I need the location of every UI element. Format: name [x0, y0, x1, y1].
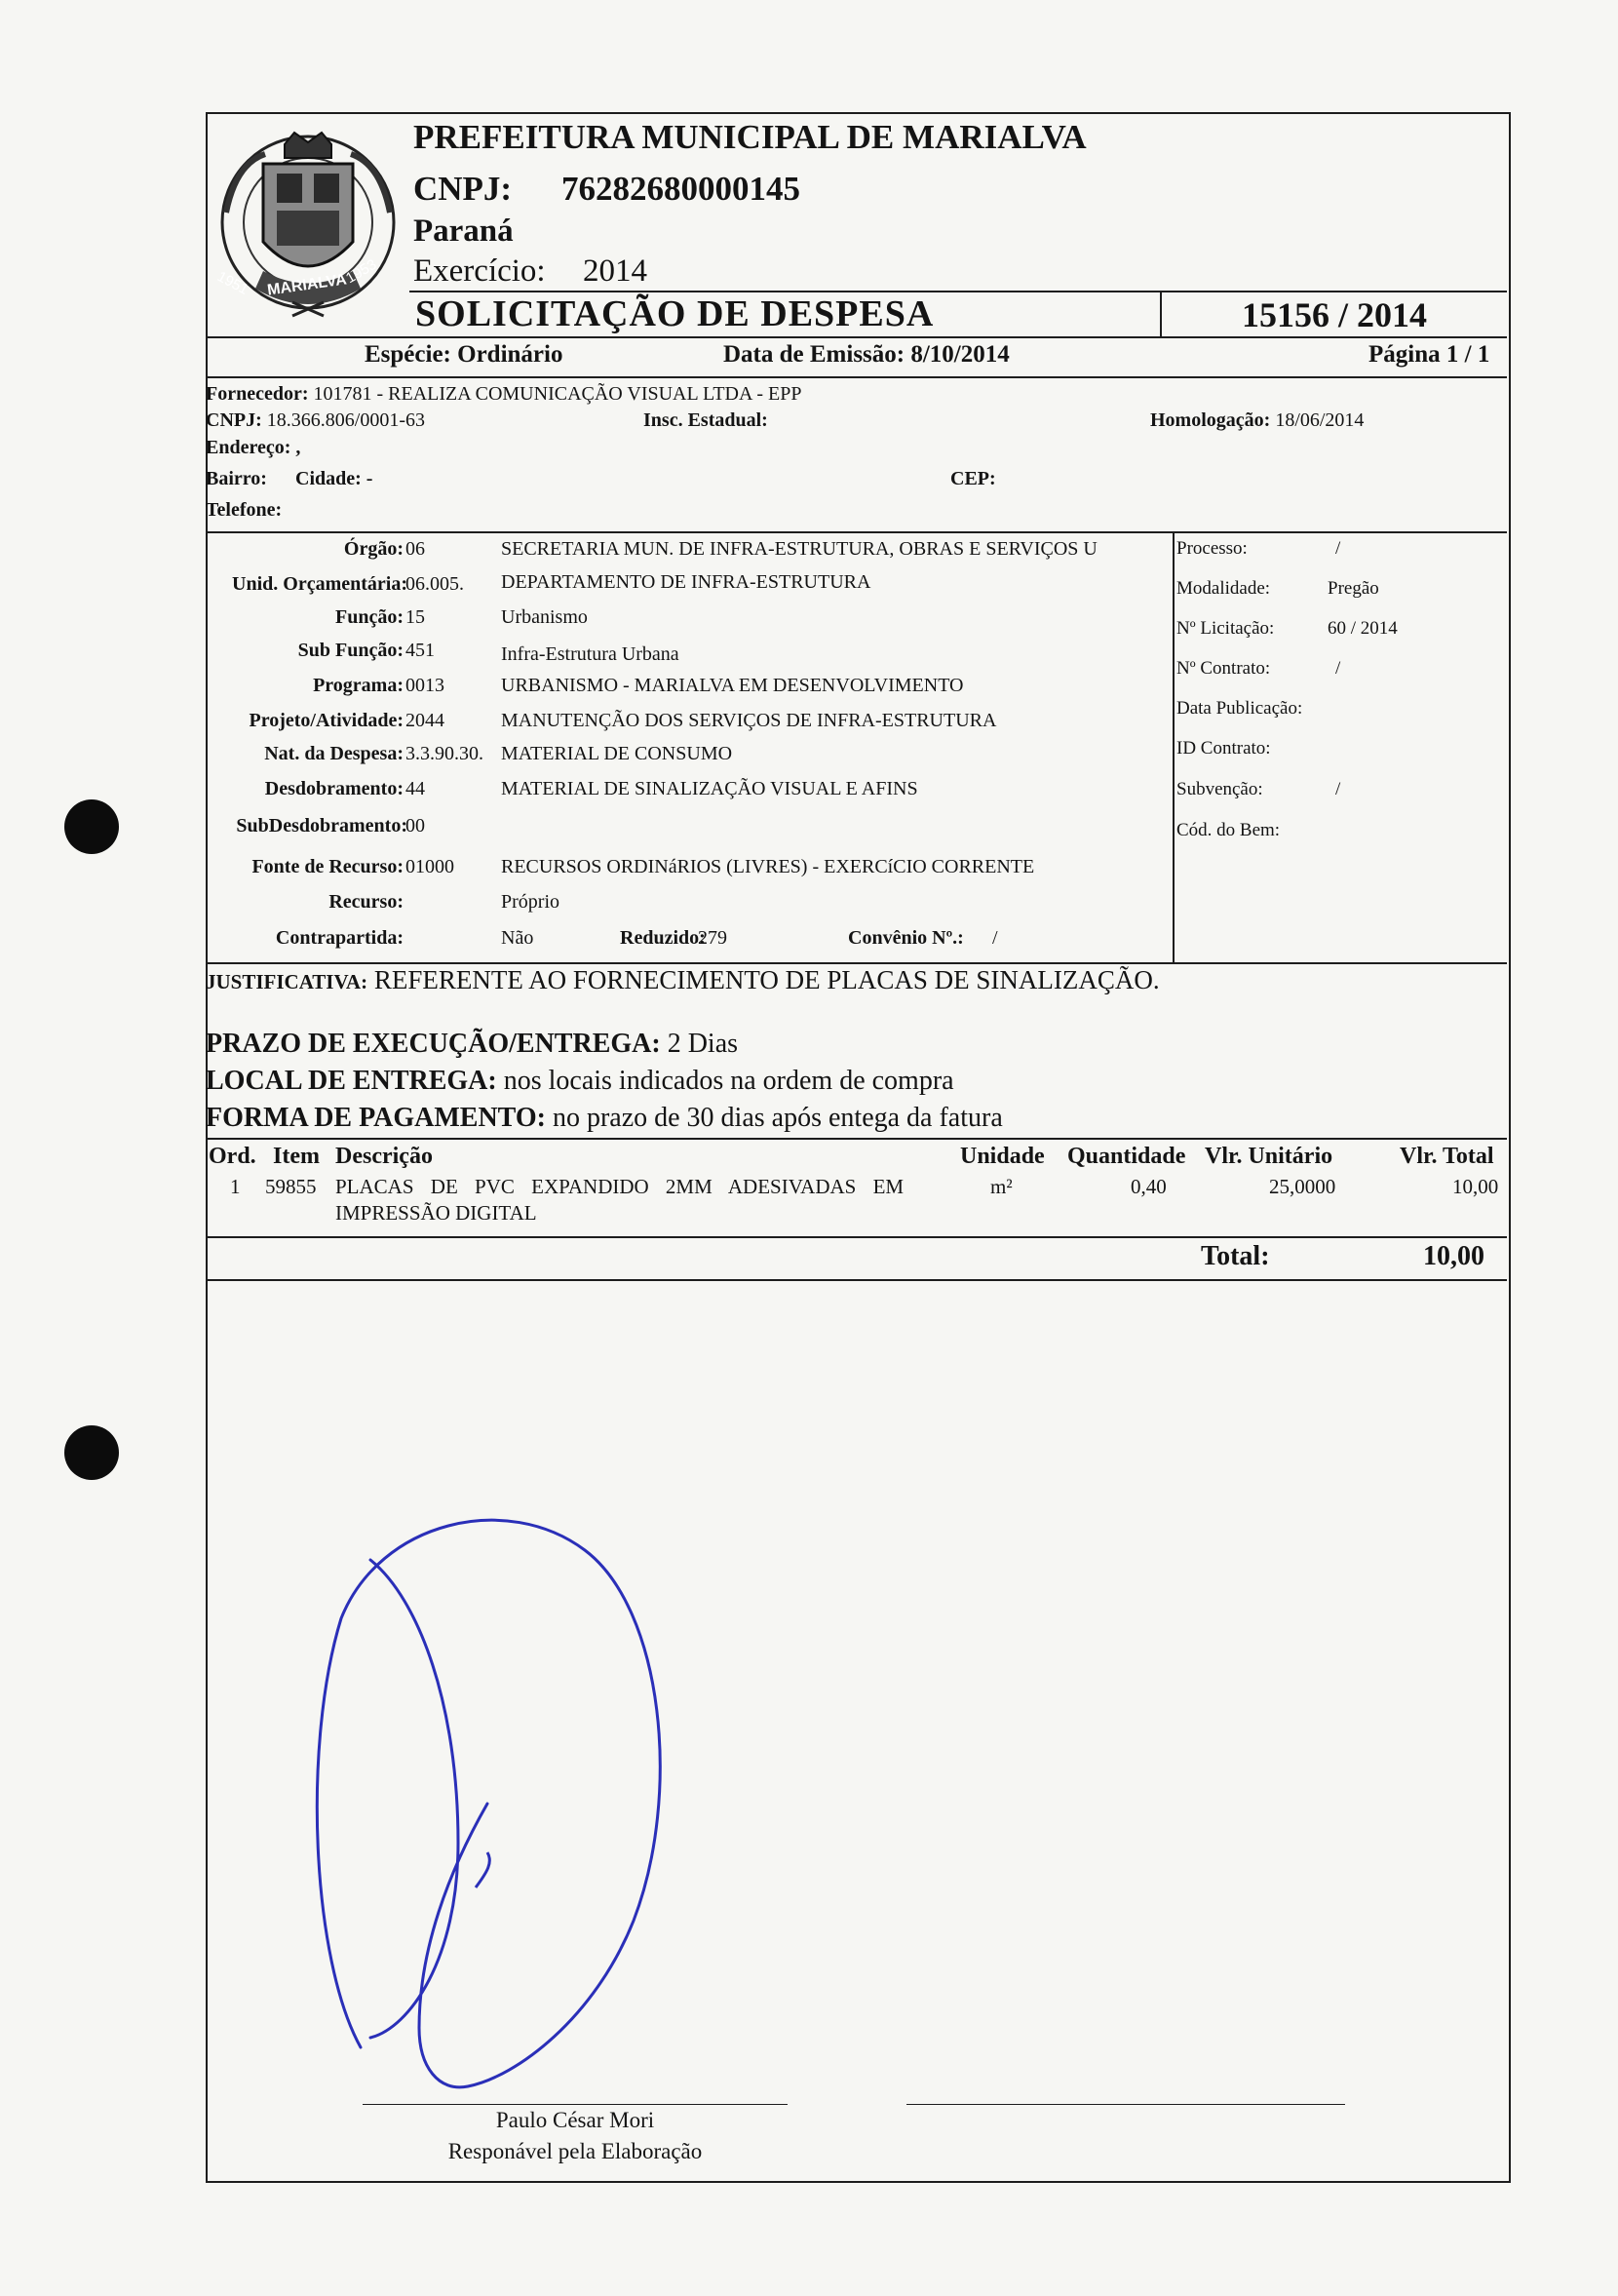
budget-code: 06.005. — [405, 573, 464, 595]
justificativa-label: JUSTIFICATIVA: — [206, 970, 368, 993]
header-bottom-divider — [206, 376, 1507, 378]
fornecedor-label: Fornecedor: — [206, 383, 309, 405]
budget-description: Próprio — [501, 891, 559, 913]
entity-name: PREFEITURA MUNICIPAL DE MARIALVA — [413, 118, 1087, 156]
exercicio-label: Exercício: — [413, 253, 546, 289]
total-label: Total: — [1201, 1241, 1270, 1271]
convenio-value: / — [992, 927, 998, 949]
item-desc-line2: IMPRESSÃO DIGITAL — [335, 1201, 537, 1225]
supplier-cnpj-value: 18.366.806/0001-63 — [266, 409, 425, 431]
budget-label: Recurso: — [328, 891, 404, 913]
process-label: Modalidade: — [1176, 578, 1271, 599]
budget-description: Não — [501, 927, 534, 949]
process-value: / — [1335, 658, 1341, 679]
document-number: 15156 / 2014 — [1242, 295, 1428, 334]
budget-label: Programa: — [313, 675, 404, 696]
item-total: 10,00 — [1452, 1175, 1499, 1198]
fornecedor-value: 101781 - REALIZA COMUNICAÇÃO VISUAL LTDA - EPP — [313, 383, 802, 405]
item-ord: 1 — [230, 1175, 241, 1198]
supplier-bottom-divider — [206, 531, 1507, 533]
title-number-divider — [1160, 291, 1162, 336]
budget-description: MANUTENÇÃO DOS SERVIÇOS DE INFRA-ESTRUTURA — [501, 710, 997, 731]
forma-label: FORMA DE PAGAMENTO: — [206, 1103, 546, 1133]
reduzido-label: Reduzido: — [620, 927, 706, 949]
insc-estadual-label: Insc. Estadual: — [643, 409, 768, 431]
entity-state: Paraná — [413, 214, 514, 249]
forma-value: no prazo de 30 dias após entega da fatura — [552, 1103, 1003, 1133]
budget-code: 01000 — [405, 856, 454, 877]
budget-label: Projeto/Atividade: — [249, 710, 404, 731]
total-bottom-divider — [206, 1279, 1507, 1281]
budget-description: DEPARTAMENTO DE INFRA-ESTRUTURA — [501, 571, 871, 593]
bairro-label: Bairro: — [206, 468, 267, 489]
telefone-label: Telefone: — [206, 499, 283, 521]
process-label: Subvenção: — [1176, 779, 1263, 799]
process-label: Nº Licitação: — [1176, 618, 1275, 639]
process-value: / — [1335, 538, 1341, 559]
seal-year-left: 1951 — [213, 268, 251, 298]
budget-process-divider — [1173, 531, 1175, 962]
reduzido-value: 279 — [698, 927, 727, 949]
process-label: Cód. do Bem: — [1176, 820, 1281, 840]
col-item-header: Item — [273, 1144, 320, 1169]
budget-label: SubDesdobramento: — [236, 815, 407, 837]
item-unidade: m² — [990, 1175, 1013, 1198]
terms-bottom-divider — [206, 1138, 1507, 1140]
pagina: Página 1 / 1 — [1368, 341, 1490, 368]
col-quantidade-header: Quantidade — [1067, 1144, 1186, 1169]
budget-label: Órgão: — [343, 538, 404, 560]
signature-line-right — [906, 2104, 1345, 2105]
process-label: Data Publicação: — [1176, 698, 1303, 719]
item-quantidade: 0,40 — [1131, 1175, 1167, 1198]
budget-label: Contrapartida: — [275, 927, 404, 949]
signatory-role: Responável pela Elaboração — [447, 2139, 703, 2163]
budget-bottom-divider — [206, 962, 1507, 964]
supplier-cnpj-label: CNPJ: — [206, 409, 262, 431]
col-descricao-header: Descrição — [335, 1144, 433, 1169]
signatory-name: Paulo César Mori — [495, 2108, 655, 2132]
convenio-label: Convênio Nº.: — [848, 927, 964, 949]
binder-hole-bottom — [64, 1425, 119, 1480]
entity-cnpj-label: CNPJ: — [413, 170, 513, 208]
justificativa — [206, 965, 1160, 995]
budget-code: 3.3.90.30. — [405, 743, 483, 764]
process-value: Pregão — [1328, 578, 1379, 599]
budget-label: Nat. da Despesa: — [264, 743, 404, 764]
homologacao-label: Homologação: — [1150, 409, 1271, 431]
process-value: 60 / 2014 — [1328, 618, 1398, 639]
prazo — [206, 1029, 738, 1060]
local-label: LOCAL DE ENTREGA: — [206, 1066, 497, 1096]
item-desc-line1: PLACAS DE PVC EXPANDIDO 2MM ADESIVADAS EM — [335, 1175, 905, 1198]
supplier-line — [206, 383, 801, 406]
data-emissao: Data de Emissão: 8/10/2014 — [723, 341, 1010, 368]
item-unitario: 25,0000 — [1269, 1175, 1336, 1198]
especie: Espécie: Ordinário — [365, 341, 563, 368]
local-value: nos locais indicados na ordem de compra — [503, 1066, 954, 1096]
budget-code: 2044 — [405, 710, 444, 731]
items-bottom-divider — [206, 1236, 1507, 1238]
entity-cnpj-value: 76282680000145 — [561, 170, 800, 208]
budget-description: Urbanismo — [501, 606, 588, 628]
budget-label: Unid. Orçamentária: — [232, 573, 407, 595]
exercicio-value: 2014 — [583, 253, 647, 289]
col-ord-header: Ord. — [209, 1144, 256, 1169]
col-unidade-header: Unidade — [960, 1144, 1045, 1169]
budget-label: Desdobramento: — [264, 778, 404, 799]
cep-label: CEP: — [950, 468, 996, 489]
supplier-cnpj — [206, 409, 425, 432]
budget-code: 06 — [405, 538, 425, 560]
total-value: 10,00 — [1423, 1241, 1484, 1271]
prazo-label: PRAZO DE EXECUÇÃO/ENTREGA: — [206, 1029, 661, 1059]
seal-text: MARIALVA — [266, 271, 348, 299]
justificativa-value: REFERENTE AO FORNECIMENTO DE PLACAS DE SINALIZAÇÃO. — [373, 965, 1160, 994]
cidade-label: Cidade: - — [295, 468, 373, 489]
budget-label: Função: — [335, 606, 404, 628]
process-label: Nº Contrato: — [1176, 658, 1271, 679]
binder-hole-top — [64, 799, 119, 854]
budget-description: SECRETARIA MUN. DE INFRA-ESTRUTURA, OBRAS E SERVIÇOS U — [501, 538, 1098, 560]
title-divider — [206, 336, 1507, 338]
budget-description: MATERIAL DE SINALIZAÇÃO VISUAL E AFINS — [501, 778, 918, 799]
process-value: / — [1335, 779, 1341, 799]
forma-pagamento — [206, 1103, 1003, 1134]
budget-code: 44 — [405, 778, 425, 799]
endereco-label: Endereço: , — [206, 437, 301, 458]
process-label: ID Contrato: — [1176, 738, 1271, 759]
local-entrega — [206, 1066, 954, 1097]
seal-year-right: 1953 — [342, 255, 380, 288]
homologacao-value: 18/06/2014 — [1275, 409, 1365, 431]
col-unitario-header: Vlr. Unitário — [1205, 1144, 1333, 1169]
col-total-header: Vlr. Total — [1400, 1144, 1494, 1169]
budget-label: Sub Função: — [297, 640, 404, 661]
process-label: Processo: — [1176, 538, 1248, 559]
prazo-value: 2 Dias — [667, 1029, 739, 1059]
handwritten-signature-icon — [292, 1501, 741, 2125]
budget-description: MATERIAL DE CONSUMO — [501, 743, 733, 764]
document-title: SOLICITAÇÃO DE DESPESA — [415, 293, 935, 334]
budget-description: RECURSOS ORDINáRIOS (LIVRES) - EXERCíCIO CORRENTE — [501, 856, 1035, 877]
budget-code: 451 — [405, 640, 435, 661]
budget-description: URBANISMO - MARIALVA EM DESENVOLVIMENTO — [501, 675, 964, 696]
homologacao — [1150, 409, 1364, 432]
budget-label: Fonte de Recurso: — [251, 856, 404, 877]
budget-code: 0013 — [405, 675, 444, 696]
item-code: 59855 — [265, 1175, 317, 1198]
budget-description: Infra-Estrutura Urbana — [501, 643, 679, 665]
signature-line-left — [363, 2104, 788, 2105]
budget-code: 00 — [405, 815, 425, 837]
budget-code: 15 — [405, 606, 425, 628]
